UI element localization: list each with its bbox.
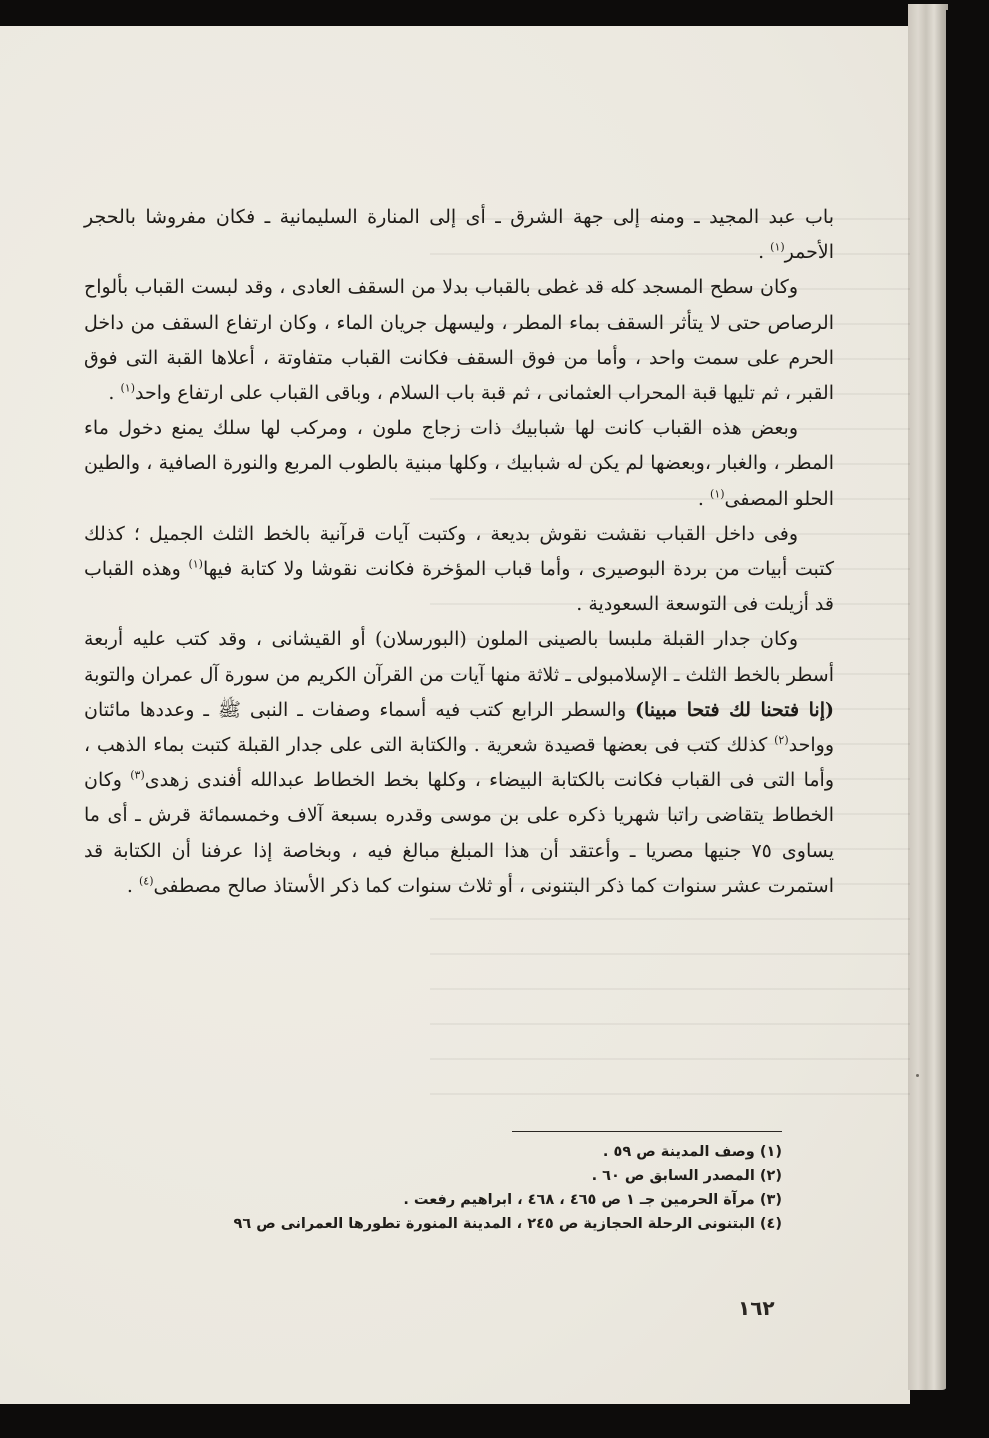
paragraph-text: وهذه القباب قد أزيلت فى التوسعة السعودية . [84, 558, 834, 616]
quran-quote: (إنا فتحنا لك فتحا مبينا) [635, 698, 834, 721]
page-stack-edge [908, 4, 948, 1390]
footnote-1 [150, 1140, 782, 1164]
paper-speck [916, 1074, 919, 1077]
footnote-number: (٤) [759, 1216, 782, 1232]
paragraph-text: والسطر الرابع كتب فيه أسماء وصفات ـ النبى ﷺ ـ وعددها مائتان وواحد [84, 698, 834, 757]
footnote-text: وصف المدينة ص ٥٩ . [602, 1144, 755, 1160]
footnote-ref: (١) [770, 240, 785, 254]
page-number: ١٦٢ [738, 1296, 775, 1320]
footnote-3 [150, 1188, 782, 1212]
paragraph-text: وكان الخطاط يتقاضى راتبا شهريا ذكره على بن موسى وقدره بسبعة آلاف وخمسمائة قرش ـ أى ما يساوى ٧٥ جنيها مصريا ـ وأعتقد أن هذا المبلغ مبالغ فيه ، وبخاصة إذا عرفنا أن الكتابة قد استمرت عشر سنوات كما ذكر البتنونى ، أو ثلاث سنوات كما ذكر الأستاذ صالح مصطفى [84, 769, 834, 897]
footnote-ref: (٢) [774, 733, 789, 747]
main-text [84, 200, 834, 904]
paragraph-2 [84, 270, 834, 411]
footnote-ref: (٤) [139, 874, 154, 888]
footnote-number: (١) [759, 1144, 782, 1160]
paragraph-5 [84, 622, 834, 904]
footnote-ref: (١) [120, 381, 136, 395]
paragraph-text: . [126, 874, 139, 897]
background-shadow [946, 10, 989, 1390]
footnote-text: البتنونى الرحلة الحجازية ص ٢٤٥ ، المدينة المنورة تطورها العمرانى ص ٩٦ [233, 1216, 755, 1232]
footnotes [150, 1140, 782, 1236]
paragraph-text: وكان سطح المسجد كله قد غطى بالقباب بدلا من السقف العادى ، وقد لبست القباب بألواح الرصاص حتى لا يتأثر السقف بماء المطر ، وليسهل جريان الماء ، وكان ارتفاع السقف من داخل الحرم على سمت واحد ، وأما من فوق السقف فكانت القباب متفاوتة ، أعلاها القبة التى فوق القبر ، ثم تليها قبة المحراب العثمانى ، ثم قبة باب السلام ، وباقى القباب على ارتفاع واحد [84, 276, 834, 405]
paragraph-text: . [697, 487, 711, 510]
paragraph-text: وبعض هذه القباب كانت لها شبابيك ذات زجاج ملون ، ومركب لها سلك يمنع دخول ماء المطر ، والغبار ،وبعضها لم يكن له شبابيك ، وكلها مبنية بالطوب المربع والنورة الصافية ، والطين الحلو المصفى [84, 417, 834, 510]
footnote-ref: (١) [710, 487, 725, 501]
paragraph-text: . [108, 382, 121, 405]
footnote-2 [150, 1164, 782, 1188]
paragraph-text: وكان جدار القبلة ملبسا بالصينى الملون (البورسلان) أو القيشانى ، وقد كتب عليه أربعة أسطر بالخط الثلث ـ الإسلامبولى ـ ثلاثة منها آيات من القرآن الكريم من سورة آل عمران والتوبة [84, 628, 834, 686]
footnote-4 [150, 1212, 782, 1236]
footnote-number: (٣) [759, 1192, 782, 1208]
footnote-divider [512, 1131, 782, 1132]
paragraph-1 [84, 200, 834, 270]
paragraph-text: وفى داخل القباب نقشت نقوش بديعة ، وكتبت آيات قرآنية بالخط الثلث الجميل ؛ كذلك كتبت أبيات من بردة البوصيرى ، وأما قباب المؤخرة فكانت نقوشا ولا كتابة فيها [84, 522, 834, 581]
paragraph-4 [84, 517, 834, 623]
footnote-text: المصدر السابق ص ٦٠ . [591, 1168, 755, 1184]
footnote-ref: (١) [188, 557, 203, 571]
footnote-ref: (٣) [130, 768, 145, 782]
paragraph-text: باب عبد المجيد ـ ومنه إلى جهة الشرق ـ أى إلى المنارة السليمانية ـ فكان مفروشا بالحجر الأحمر [84, 206, 834, 264]
footnote-number: (٢) [759, 1168, 782, 1184]
paragraph-text: كذلك كتب فى بعضها قصيدة شعرية . والكتابة التى على جدار القبلة كتبت بماء الذهب ، وأما التى فى القباب فكانت بالكتابة البيضاء ، وكلها بخط الخطاط عبدالله أفندى زهدى [84, 734, 834, 792]
paragraph-3 [84, 411, 834, 517]
paragraph-text: . [758, 241, 771, 264]
footnote-text: مرآة الحرمين جـ ١ ص ٤٦٥ ، ٤٦٨ ، ابراهيم رفعت . [403, 1192, 755, 1208]
